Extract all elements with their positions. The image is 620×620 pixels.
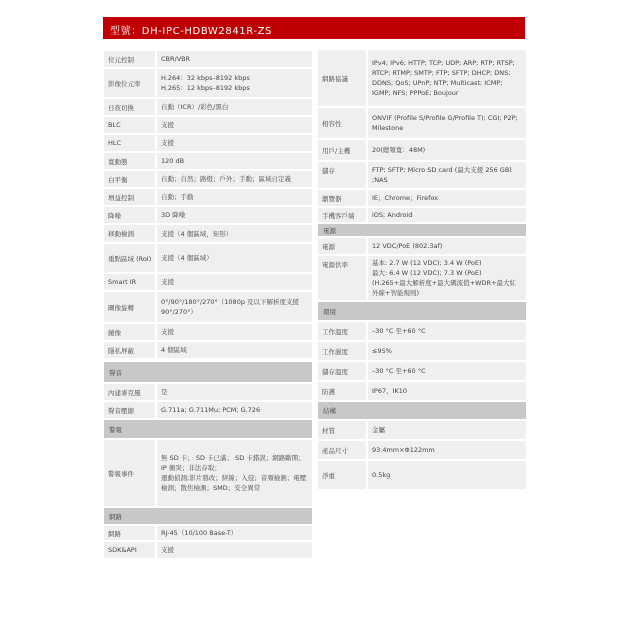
spec-label: 淨重	[318, 461, 366, 489]
spec-value: 93.4mm×Φ122mm	[368, 441, 526, 459]
section-header-network: 網路	[104, 508, 312, 524]
spec-label: 產品尺寸	[318, 441, 366, 459]
spec-value: CBR/VBR	[157, 51, 312, 67]
spec-value: ≤95%	[368, 342, 526, 360]
spec-row	[318, 50, 526, 106]
spec-value: ONVIF (Profile S/Profile G/Profile T); CGI; P2P; Milestone	[368, 108, 526, 138]
section-header-power: 電源	[318, 224, 526, 236]
spec-value: 支援	[157, 274, 312, 290]
spec-value: 0°/90°/180°/270°（1080p 及以下解析度支援 90°/270°）	[157, 292, 312, 322]
spec-label: 聲音壓縮	[104, 402, 155, 418]
spec-value: 無 SD 卡； SD 卡已滿； SD 卡錯誤；網路斷開； IP 衝突；非法存取； 運動偵測;影片篡改；絆線；入侵；音頻檢測；電壓檢測；散焦檢測；SMD；安全異常	[157, 440, 312, 506]
spec-row	[104, 402, 312, 418]
spec-label: 防護	[318, 382, 366, 400]
spec-row	[318, 322, 526, 340]
section-header-audio: 聲音	[104, 362, 312, 382]
spec-value: iOS; Android	[368, 208, 526, 222]
spec-label: Smart IR	[104, 274, 155, 290]
spec-row	[104, 274, 312, 290]
spec-row	[318, 342, 526, 360]
spec-row	[104, 117, 312, 133]
section-header-alarm: 警報	[104, 420, 312, 438]
spec-row	[318, 362, 526, 380]
spec-row	[104, 207, 312, 223]
spec-row	[104, 189, 312, 205]
spec-value: H.264：32 kbps–8192 kbps H.265：12 kbps–8192 kbps	[157, 69, 312, 97]
spec-row	[318, 256, 526, 300]
spec-row	[318, 238, 526, 254]
spec-label: 內建麥克風	[104, 384, 155, 400]
spec-label: HLC	[104, 135, 155, 151]
spec-value: 自動（ICR）/彩色/黑白	[157, 99, 312, 115]
spec-row	[104, 99, 312, 115]
spec-row	[318, 108, 526, 138]
spec-row	[104, 244, 312, 272]
spec-row	[104, 153, 312, 169]
spec-label: 白平衡	[104, 171, 155, 187]
spec-label: 材質	[318, 421, 366, 439]
spec-value: 支援	[157, 117, 312, 133]
spec-value: 支援	[157, 324, 312, 340]
spec-row	[104, 292, 312, 322]
spec-value: RJ-45（10/100 Base-T）	[157, 526, 312, 540]
spec-table-right	[318, 50, 526, 491]
spec-value: –30 °C 至+60 °C	[368, 322, 526, 340]
spec-value: 3D 降噪	[157, 207, 312, 223]
spec-label: 重點區域 (RoI)	[104, 244, 155, 272]
spec-value: IPv4; IPv6; HTTP; TCP; UDP; ARP; RTP; RTSP; RTCP; RTMP; SMTP; FTP; SFTP; DHCP; DNS; DDNS; QoS; UPnP; NTP; Multicast; ICMP; IGMP; NFS; PPPoE; Boujour	[368, 50, 526, 106]
section-header-structure: 結構	[318, 402, 526, 419]
spec-value: 0.5kg	[368, 461, 526, 489]
spec-row	[104, 342, 312, 358]
spec-label: 鏡像	[104, 324, 155, 340]
spec-table-left	[104, 51, 312, 560]
spec-value: 12 VDC/PoE (802.3af)	[368, 238, 526, 254]
spec-value: G.711a; G.711Mu; PCM; G.726	[157, 402, 312, 418]
section-header-environment: 環境	[318, 302, 526, 320]
spec-row	[104, 171, 312, 187]
spec-label: 相容性	[318, 108, 366, 138]
spec-row	[318, 190, 526, 206]
spec-label: 增益控制	[104, 189, 155, 205]
spec-label: 手機客戶端	[318, 208, 366, 222]
spec-label: 警報事件	[104, 440, 155, 506]
spec-label: 電源供率	[318, 256, 366, 300]
spec-value: 支援	[157, 542, 312, 558]
spec-row	[104, 440, 312, 506]
spec-value: –30 °C 至+60 °C	[368, 362, 526, 380]
spec-label: 影像位元率	[104, 69, 155, 97]
spec-label: 網路協議	[318, 50, 366, 106]
spec-row	[318, 461, 526, 489]
spec-label: 日夜切換	[104, 99, 155, 115]
spec-label: 圖像旋轉	[104, 292, 155, 322]
spec-label: 儲存溫度	[318, 362, 366, 380]
spec-row	[104, 135, 312, 151]
spec-label: 工作濕度	[318, 342, 366, 360]
spec-row	[318, 382, 526, 400]
spec-value: 支援（4 個區域）	[157, 244, 312, 272]
spec-value: 自動；手動	[157, 189, 312, 205]
model-title: 型號：DH-IPC-HDBW2841R-ZS	[103, 17, 525, 39]
spec-label: 儲存	[318, 162, 366, 188]
spec-row	[318, 441, 526, 459]
spec-label: 瀏覽器	[318, 190, 366, 206]
spec-row	[104, 69, 312, 97]
spec-value: 支援（4 個區域，矩形）	[157, 225, 312, 242]
spec-label: 電源	[318, 238, 366, 254]
spec-label: 寬動態	[104, 153, 155, 169]
spec-label: SDK&API	[104, 542, 155, 558]
spec-value: 120 dB	[157, 153, 312, 169]
spec-label: 工作溫度	[318, 322, 366, 340]
spec-row	[318, 162, 526, 188]
spec-value: 自動；自然；路燈；戶外；手動；區域自定義	[157, 171, 312, 187]
spec-row	[318, 421, 526, 439]
spec-label: BLC	[104, 117, 155, 133]
spec-value: FTP; SFTP; Micro SD card (最大支援 256 GB) ;NAS	[368, 162, 526, 188]
spec-value: 金屬	[368, 421, 526, 439]
spec-value: 支援	[157, 135, 312, 151]
spec-row	[318, 208, 526, 222]
spec-label: 用戶/主機	[318, 140, 366, 160]
spec-row	[104, 51, 312, 67]
spec-value: IE；Chrome；Firefox	[368, 190, 526, 206]
spec-label: 降噪	[104, 207, 155, 223]
spec-row	[104, 225, 312, 242]
spec-label: 移動檢測	[104, 225, 155, 242]
spec-label: 網路	[104, 526, 155, 540]
spec-value: 是	[157, 384, 312, 400]
spec-label: 隱私屏蔽	[104, 342, 155, 358]
spec-row	[104, 384, 312, 400]
spec-label: 位元控制	[104, 51, 155, 67]
spec-value: IP67、IK10	[368, 382, 526, 400]
spec-row	[104, 324, 312, 340]
spec-row	[104, 526, 312, 540]
spec-value: 基本: 2.7 W (12 VDC); 3.4 W (PoE) 最大: 6.4 W (12 VDC); 7.3 W (PoE) (H.265+最大解析度+最大碼流值+WDR+最大紅外線+智能規則)	[368, 256, 526, 300]
spec-value: 20(總頻寬：48M)	[368, 140, 526, 160]
spec-row	[318, 140, 526, 160]
spec-value: 4 個區域	[157, 342, 312, 358]
spec-row	[104, 542, 312, 558]
